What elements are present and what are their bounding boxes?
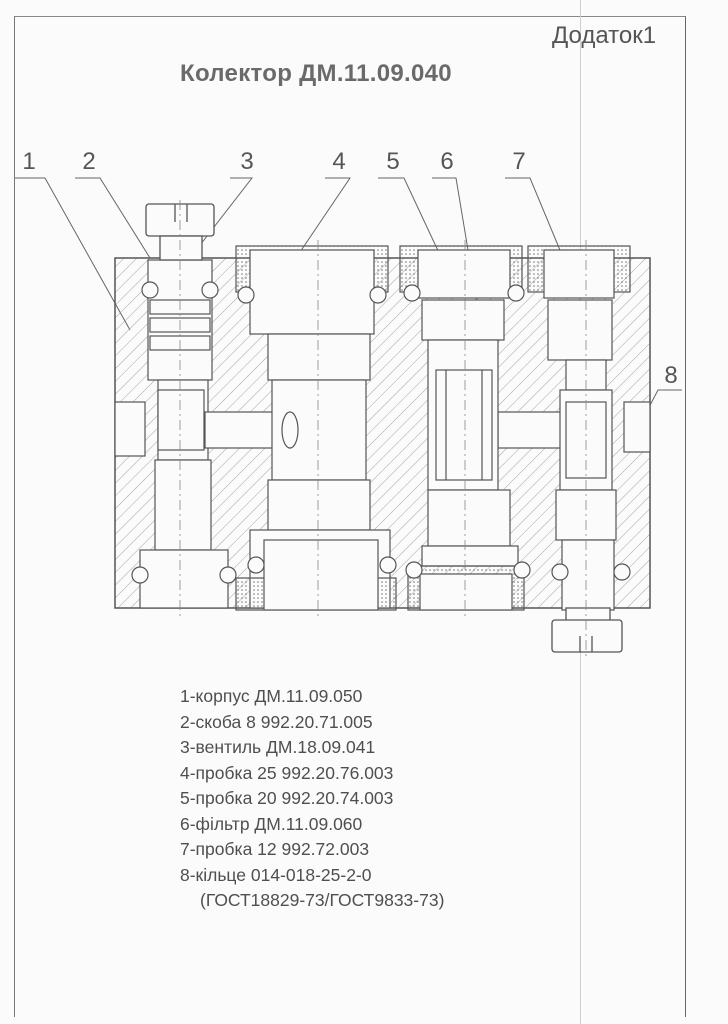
annex-label: Додаток1 (552, 22, 657, 49)
standard-note: (ГОСТ18829-73/ГОСТ9833-73) (200, 890, 445, 910)
left-port (115, 402, 145, 456)
callout-5: 5 (386, 148, 400, 175)
part-item: 3-вентиль ДМ.18.09.041 (180, 737, 376, 757)
drawing-title: Колектор ДМ.11.09.040 (180, 60, 452, 87)
part-item: 1-корпус ДМ.11.09.050 (180, 686, 363, 706)
callout-3: 3 (240, 148, 254, 175)
valve-screw-head (146, 204, 214, 260)
callout-4: 4 (332, 148, 346, 175)
callout-2: 2 (82, 148, 96, 175)
part-item: 6-фільтр ДМ.11.09.060 (180, 813, 363, 834)
bottom-screw-head (552, 608, 622, 652)
part-item: 2-скоба 8 992.20.71.005 (180, 711, 373, 732)
parts-list (180, 684, 444, 914)
callout-6: 6 (440, 148, 454, 175)
callout-1: 1 (22, 148, 36, 175)
callout-7: 7 (512, 148, 526, 175)
right-port (624, 402, 650, 452)
part-item: 4-пробка 25 992.20.76.003 (180, 762, 394, 783)
part-item: 5-пробка 20 992.20.74.003 (180, 788, 394, 808)
callout-8: 8 (664, 362, 678, 389)
part-item: 8-кільце 014-018-25-2-0 (180, 864, 372, 885)
part-item: 7-пробка 12 992.72.003 (180, 839, 370, 859)
